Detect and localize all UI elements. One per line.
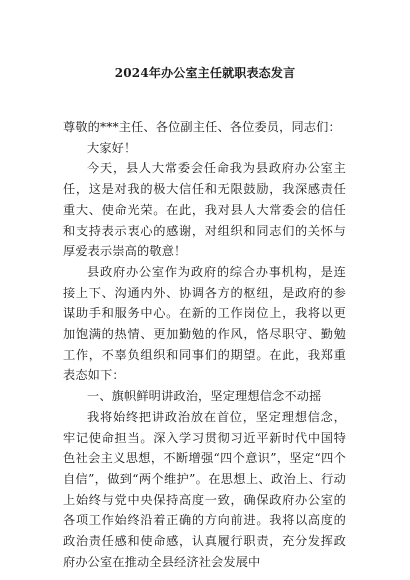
salutation: 尊敬的***主任、各位副主任、各位委员，同志们： bbox=[63, 120, 341, 134]
greeting: 大家好！ bbox=[87, 140, 137, 155]
paragraph: 我将始终把讲政治放在首位，坚定理想信念，牢记使命担当。深入学习贯彻习近平新时代中国特色社会主义思想，不断增强“四个意识”，坚定“四个自信”，做到“两个维护”。在思想上、政治上、行动上始终与党中央保持高度一致，确保政府办公室的各项工作始终沿着正确的方向前进。我将以高度的政治责任感和使命感，认真履行职责，充分发挥政府办公室在推动全县经济社会发展中 bbox=[63, 409, 346, 569]
document-body bbox=[63, 117, 346, 572]
paragraph: 今天，县人大常委会任命我为县政府办公室主任，这是对我的极大信任和无限鼓励，我深感责任重大、使命光荣。在此，我对县人大常委会的信任和支持表示衷心的感谢，对组织和同志们的关怀与厚爱表示崇高的敬意！ bbox=[63, 161, 346, 259]
paragraph: 县政府办公室作为政府的综合办事机构，是连接上下、沟通内外、协调各方的枢纽，是政府的参谋助手和服务中心。在新的工作岗位上，我将以更加饱满的热情、更加勤勉的作风，恪尽职守、勤勉工作，不辜负组织和同事们的期望。在此，我郑重表态如下： bbox=[63, 264, 346, 383]
section-heading: 一、旗帜鲜明讲政治，坚定理想信念不动摇 bbox=[87, 389, 322, 404]
document-title: 2024年办公室主任就职表态发言 bbox=[114, 66, 296, 80]
